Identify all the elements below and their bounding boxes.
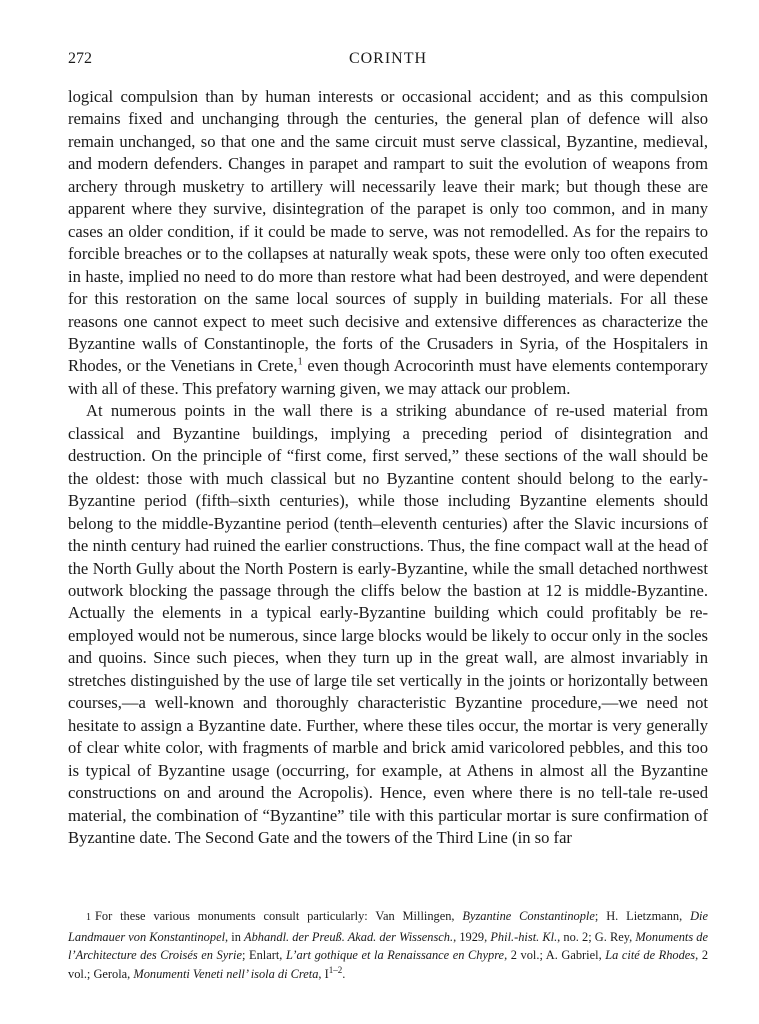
footnote-text: , 2 vol.; A. Gabriel, [504,948,606,963]
footnote-title: Abhandl. der Preuß. Akad. der Wissensch. [244,929,454,944]
footnotes [68,907,708,983]
footnote-title: Byzantine Constantinople [462,909,595,923]
footnote-text: . [342,966,346,981]
footnote-reference[interactable]: 1 [297,356,303,368]
footnote-title: Monuments de l’Architecture des Croisés en Syrie [68,929,709,963]
footnote-text: , in [225,929,245,944]
footnote-text: , 1929, [453,929,491,944]
footnote-title: Die Landmauer von Konstantinopel [68,909,708,944]
paragraph-1-text-continued: even though Acrocorinth must have elements contemporary with all of these. This prefatory warning given, we may attack our problem. [68,356,709,398]
footnote-text: ; Enlart, [241,948,286,963]
page-header [68,50,708,72]
footnote-title: L’art gothique et la Renaissance en Chypre [285,948,505,963]
footnote-title: Monumenti Veneti nell’ isola di Creta [133,966,319,981]
footnote-superscript: 1–2 [328,964,343,975]
footnote-1 [68,907,708,983]
footnote-text: For these various monuments consult particularly: Van Millingen, [95,909,463,923]
body-text [68,86,708,849]
running-title: CORINTH [348,50,428,67]
footnote-text: , I [318,966,329,981]
footnote-text: , 2 vol.; Gerola, [68,948,709,981]
paragraph-1-text: logical compulsion than by human interests or occasional accident; and as this compulsion remains fixed and unchanging through the centuries, the general plan of defence will also remain unchanged, so that one and the same circuit must serve classical, Byzantine, medieval, and modern defenders. Changes in parapet and rampart to suit the evolution of weapons from archery through musketry to artillery will necessarily leave their mark; but though these are apparent where they survive, disintegration of the parapet is only too common, and in many cases an older condition, if it could be made to serve, was not remodelled. As for the repairs to forcible breaches or to the collapses at naturally weak spots, these were only too often executed in haste, implied no need to do more than restore what had been destroyed, and were dependent for this restoration on the same local sources of supply in building materials. For all these reasons one cannot expect to meet such decisive and extensive differences as characterize the Byzantine walls of Constantinople, the forts of the Crusaders in Syria, of the Hospitalers in Rhodes, or the Venetians in Crete, [68,87,708,376]
footnote-text: ; H. Lietzmann, [594,909,691,923]
footnote-title: La cité de Rhodes [605,948,696,963]
footnote-title: Phil.-hist. Kl. [490,929,558,944]
footnote-mark: 1 [86,912,91,923]
page-number: 272 [68,50,92,67]
footnote-text: , no. 2; G. Rey, [557,929,636,944]
paragraph-2: At numerous points in the wall there is a striking abundance of re-used material from classical and Byzantine buildings, implying a preceding period of disintegration and destruction. On the principle of “first come, first served,” these sections of the wall should be the oldest: those with much classical but no Byzantine content should belong to the early-Byzantine period (fifth–sixth centuries), while those including Byzantine elements should belong to the middle-Byzantine period (tenth–eleventh centuries) after the Slavic incursions of the ninth century had ruined the earlier constructions. Thus, the fine compact wall at the head of the North Gully about the North Postern is early-Byzantine, while the small detached northwest outwork blocking the passage through the cliffs below the bastion at 12 is middle-Byzantine. Actually the elements in a typical early-Byzantine building which could profitably be re-employed would not be numerous, since large blocks would be likely to occur only in the socles and quoins. Since such pieces, when they turn up in the great wall, are almost invariably in stretches distinguished by the use of large tile set vertically in the joints or horizontally between courses,—a well-known and thoroughly characteristic Byzantine procedure,—we need not hesitate to assign a Byzantine date. Further, where these tiles occur, the mortar is very generally of clear white color, with fragments of marble and brick amid varicolored pebbles, and this too is typical of Byzantine usage (occurring, for example, at Athens in almost all the Byzantine constructions on and around the Acropolis). Hence, even where there is no tell-tale re-used material, the combination of “Byzantine” tile with this particular mortar is sure confirmation of Byzantine date. The Second Gate and the towers of the Third Line (in so far [68,401,708,847]
paragraph-1 [68,86,708,400]
